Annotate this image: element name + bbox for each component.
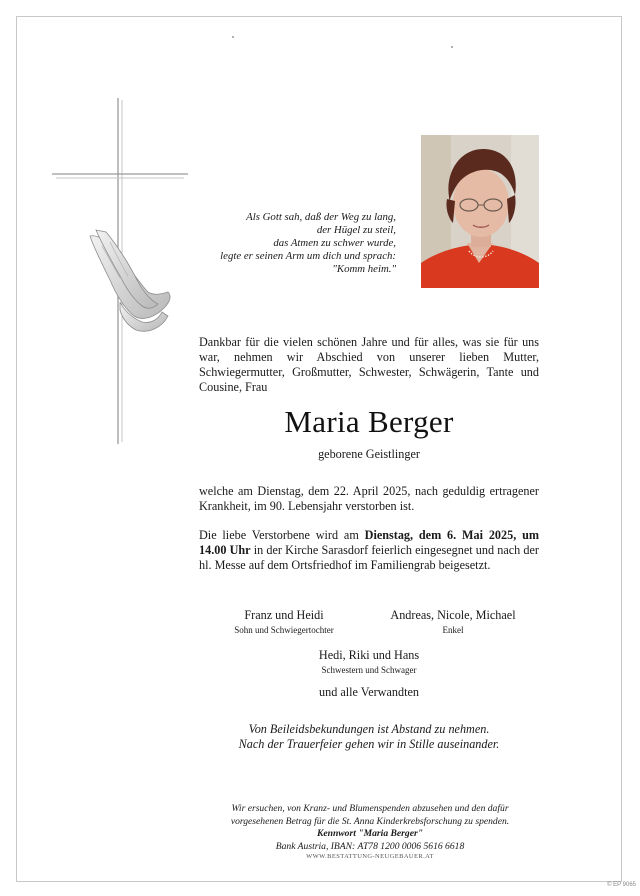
funeral-text-after: in der Kirche Sarasdorf feierlich eingesegnet und nach der hl. Messe auf dem Ortsfriedhof im Familiengrab beigesetzt.: [199, 543, 539, 572]
condolence-note: [199, 722, 539, 752]
poem-line: Als Gott sah, daß der Weg zu lang,: [246, 211, 396, 223]
poem: [196, 211, 396, 276]
poem-line: "Komm heim.": [332, 263, 396, 275]
mourner-names: Franz und Heidi: [244, 608, 324, 622]
mourner-relation: Enkel: [442, 625, 464, 635]
relatives-line: und alle Verwandten: [319, 685, 419, 699]
poem-line: legte er seinen Arm um dich und sprach:: [220, 250, 396, 262]
mourner-relation: Sohn und Schwiegertochter: [234, 625, 334, 635]
maiden-name: geborene Geistlinger: [318, 447, 420, 461]
mourner-names: Andreas, Nicole, Michael: [390, 608, 516, 622]
mourner-names: Hedi, Riki und Hans: [318, 648, 420, 662]
poem-line: der Hügel zu steil,: [316, 224, 396, 236]
deceased-name: Maria Berger: [284, 404, 454, 439]
mourner-group: [378, 608, 528, 635]
mourner-group: [299, 648, 439, 675]
mourner-group: [214, 608, 354, 635]
cross-praying-hands-icon: [50, 96, 190, 446]
paper-speck: [232, 36, 234, 38]
donation-footer: [150, 803, 590, 853]
footer-line: vorgesehenen Betrag für die St. Anna Kinderkrebsforschung zu spenden.: [230, 815, 510, 827]
funeral-text-before: Die liebe Verstorbene wird am: [199, 528, 365, 542]
note-line: Nach der Trauerfeier gehen wir in Stille auseinander.: [238, 737, 500, 751]
print-code: © EP 9065: [607, 882, 636, 888]
poem-line: das Atmen zu schwer wurde,: [273, 237, 396, 249]
intro-paragraph: Dankbar für die vielen schönen Jahre und für alles, was sie für uns war, nehmen wir Abschied von unserer lieben Mutter, Schwiegermutter, Großmutter, Schwester, Schwägerin, Tante und Cousine, Frau: [199, 335, 539, 394]
portrait-photo: [421, 135, 539, 288]
footer-line: Wir ersuchen, von Kranz- und Blumenspenden abzusehen und den dafür: [231, 803, 509, 814]
funeral-date-time: Dienstag, dem 6. Mai 2025, um 14.00 Uhr: [199, 528, 539, 557]
mourner-relation: Schwestern und Schwager: [321, 665, 417, 675]
bank-details: Bank Austria, IBAN: AT78 1200 0006 5616 6618: [275, 840, 465, 852]
death-paragraph: welche am Dienstag, dem 22. April 2025, nach geduldig ertragener Krankheit, im 90. Lebensjahr verstorben ist.: [199, 484, 539, 513]
note-line: Von Beileidsbekundungen ist Abstand zu nehmen.: [248, 722, 490, 736]
funeral-paragraph: [199, 528, 539, 573]
website-url: WWW.BESTATTUNG-NEUGEBAUER.AT: [306, 853, 434, 860]
paper-speck: [451, 46, 453, 48]
donation-keyword: Kennwort "Maria Berger": [316, 828, 424, 839]
